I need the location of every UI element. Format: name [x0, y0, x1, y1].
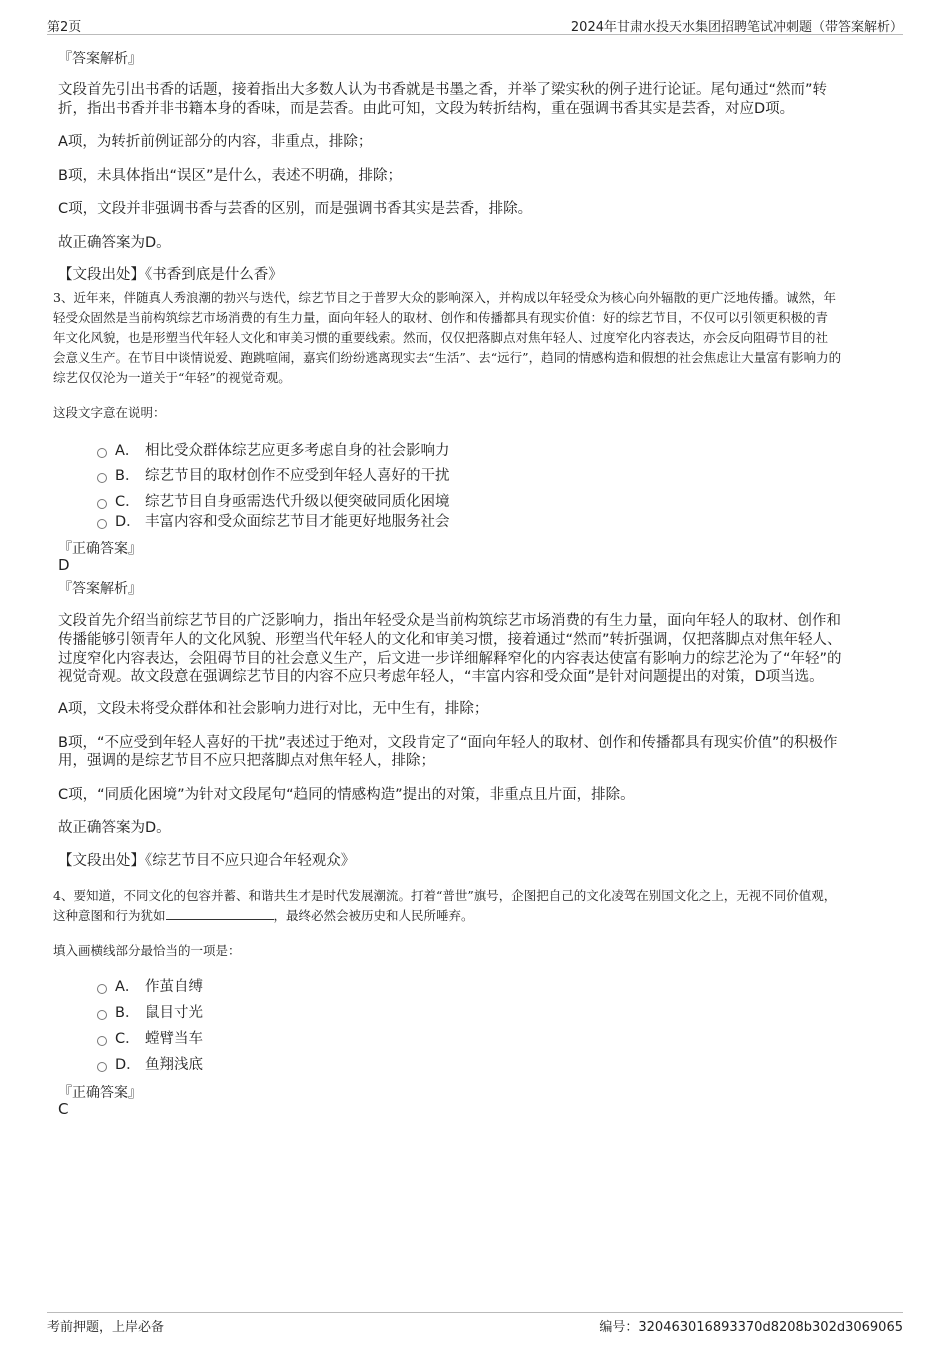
- radio-icon[interactable]: [97, 473, 107, 483]
- page-footer: [47, 1312, 903, 1335]
- fill-blank: [166, 907, 274, 920]
- radio-icon[interactable]: [97, 519, 107, 529]
- q3-option-c[interactable]: C． 综艺节目自身亟需迭代升级以便突破同质化困境: [97, 490, 450, 510]
- q3-option-d[interactable]: D． 丰富内容和受众面综艺节目才能更好地服务社会: [97, 510, 450, 530]
- q2-conclusion: 故正确答案为D。: [58, 235, 171, 251]
- q3-correct-label: 『正确答案』: [58, 541, 142, 557]
- q3-option-a[interactable]: A． 相比受众群体综艺应更多考虑自身的社会影响力: [97, 439, 450, 459]
- q3-note-b-line-1: B项，“不应受到年轻人喜好的干扰”表述过于绝对，文段肯定了“面向年轻人的取材、创作和传播都具有现实价值”的积极作: [58, 735, 838, 751]
- q3-stem-line-3: 年文化风貌，也是形塑当代年轻人文化和审美习惯的重要线索。然而，仅仅把落脚点对焦年轻人、过度窄化内容表达，亦会反向阻碍节目的社: [53, 330, 829, 345]
- radio-icon[interactable]: [97, 448, 107, 458]
- q3-stem-line-4: 会意义生产。在节目中谈情说爱、跑跳喧闹，嘉宾们纷纷逃离现实去“生活”、去“远行”，趋同的情感构造和假想的社会焦虑让大量富有影响力的: [53, 350, 842, 365]
- q4-option-b[interactable]: B． 鼠目寸光: [97, 1001, 203, 1021]
- q4-prompt: 填入画横线部分最恰当的一项是：: [53, 943, 241, 958]
- q2-note-b: B项，未具体指出“误区”是什么，表述不明确，排除；: [58, 168, 402, 184]
- q4-correct-answer: C: [58, 1100, 69, 1118]
- q2-source: 【文段出处】《书香到底是什么香》: [58, 267, 283, 283]
- q2-note-c: C项，文段并非强调书香与芸香的区别，而是强调书香其实是芸香，排除。: [58, 201, 533, 217]
- q3-analysis-line-2: 传播能够引领青年人的文化风貌、形塑当代年轻人的文化和审美习惯，接着通过“然而”转折强调，仅把落脚点对焦年轻人、: [58, 632, 842, 648]
- q4-option-a[interactable]: A． 作茧自缚: [97, 975, 203, 995]
- q3-conclusion: 故正确答案为D。: [58, 820, 171, 836]
- q3-analysis-line-3: 过度窄化内容表达，会阻碍节目的社会意义生产，后文进一步详细解释窄化的内容表达使富有影响力的综艺沦为了“年轻”的: [58, 651, 842, 667]
- q2-analysis-label: 『答案解析』: [58, 51, 142, 67]
- document-title: 2024年甘肃水投天水集团招聘笔试冲刺题（带答案解析）: [570, 20, 903, 35]
- q3-stem-line-5: 综艺仅仅沦为一道关于“年轻”的视觉奇观。: [53, 370, 291, 385]
- q4-correct-label: 『正确答案』: [58, 1085, 142, 1101]
- q3-analysis-line-4: 视觉奇观。故文段意在强调综艺节目的内容不应只考虑年轻人，“丰富内容和受众面”是针对问题提出的对策，D项当选。: [58, 669, 824, 685]
- q4-option-c[interactable]: C． 螳臂当车: [97, 1027, 203, 1047]
- q3-stem-line-1: 3、近年来，伴随真人秀浪潮的勃兴与迭代，综艺节目之于普罗大众的影响深入，并构成以年轻受众为核心向外辐散的更广泛地传播。诚然，年: [53, 290, 836, 305]
- q3-analysis-label: 『答案解析』: [58, 581, 142, 597]
- q3-prompt: 这段文字意在说明：: [53, 405, 166, 420]
- q3-source: 【文段出处】《综艺节目不应只迎合年轻观众》: [58, 853, 356, 869]
- q3-note-b-line-2: 用，强调的是综艺节目不应只把落脚点对焦年轻人，排除；: [58, 753, 435, 769]
- radio-icon[interactable]: [97, 499, 107, 509]
- q4-stem-line-2: 这种意图和行为犹如 ，最终必然会被历史和人民所唾弃。: [53, 908, 474, 923]
- q2-analysis-line-2: 折，指出书香并非书籍本身的香味，而是芸香。由此可知，文段为转折结构，重在强调书香其实是芸香，对应D项。: [58, 101, 795, 117]
- q2-analysis-line-1: 文段首先引出书香的话题，接着指出大多数人认为书香就是书墨之香，并举了梁实秋的例子进行论证。尾句通过“然而”转: [58, 82, 828, 98]
- radio-icon[interactable]: [97, 984, 107, 994]
- q3-note-a: A项，文段未将受众群体和社会影响力进行对比，无中生有，排除；: [58, 701, 489, 717]
- q4-option-d[interactable]: D． 鱼翔浅底: [97, 1053, 203, 1073]
- radio-icon[interactable]: [97, 1036, 107, 1046]
- footer-slogan: 考前押题，上岸必备: [47, 1320, 165, 1335]
- radio-icon[interactable]: [97, 1010, 107, 1020]
- q3-analysis-line-1: 文段首先介绍当前综艺节目的广泛影响力，指出年轻受众是当前构筑综艺市场消费的有生力量，面向年轻人的取材、创作和: [58, 613, 841, 629]
- q3-note-c: C项，“同质化困境”为针对文段尾句“趋同的情感构造”提出的对策，非重点且片面，排除。: [58, 787, 635, 803]
- q3-option-b[interactable]: B． 综艺节目的取材创作不应受到年轻人喜好的干扰: [97, 464, 450, 484]
- q3-stem-line-2: 轻受众固然是当前构筑综艺市场消费的有生力量，面向年轻人的取材、创作和传播都具有现实价值：好的综艺节目，不仅可以引领更积极的青: [53, 310, 829, 325]
- q4-stem-line-1: 4、要知道，不同文化的包容并蓄、和谐共生才是时代发展潮流。打着“普世”旗号，企图把自己的文化凌驾在别国文化之上，无视不同价值观，: [53, 888, 837, 903]
- page-header: [47, 14, 903, 35]
- q2-note-a: A项，为转折前例证部分的内容，非重点，排除；: [58, 134, 373, 150]
- footer-serial: 编号：320463016893370d8208b302d3069065: [599, 1320, 903, 1335]
- q3-correct-answer: D: [58, 556, 70, 574]
- page-number: 第2页: [47, 20, 82, 35]
- radio-icon[interactable]: [97, 1062, 107, 1072]
